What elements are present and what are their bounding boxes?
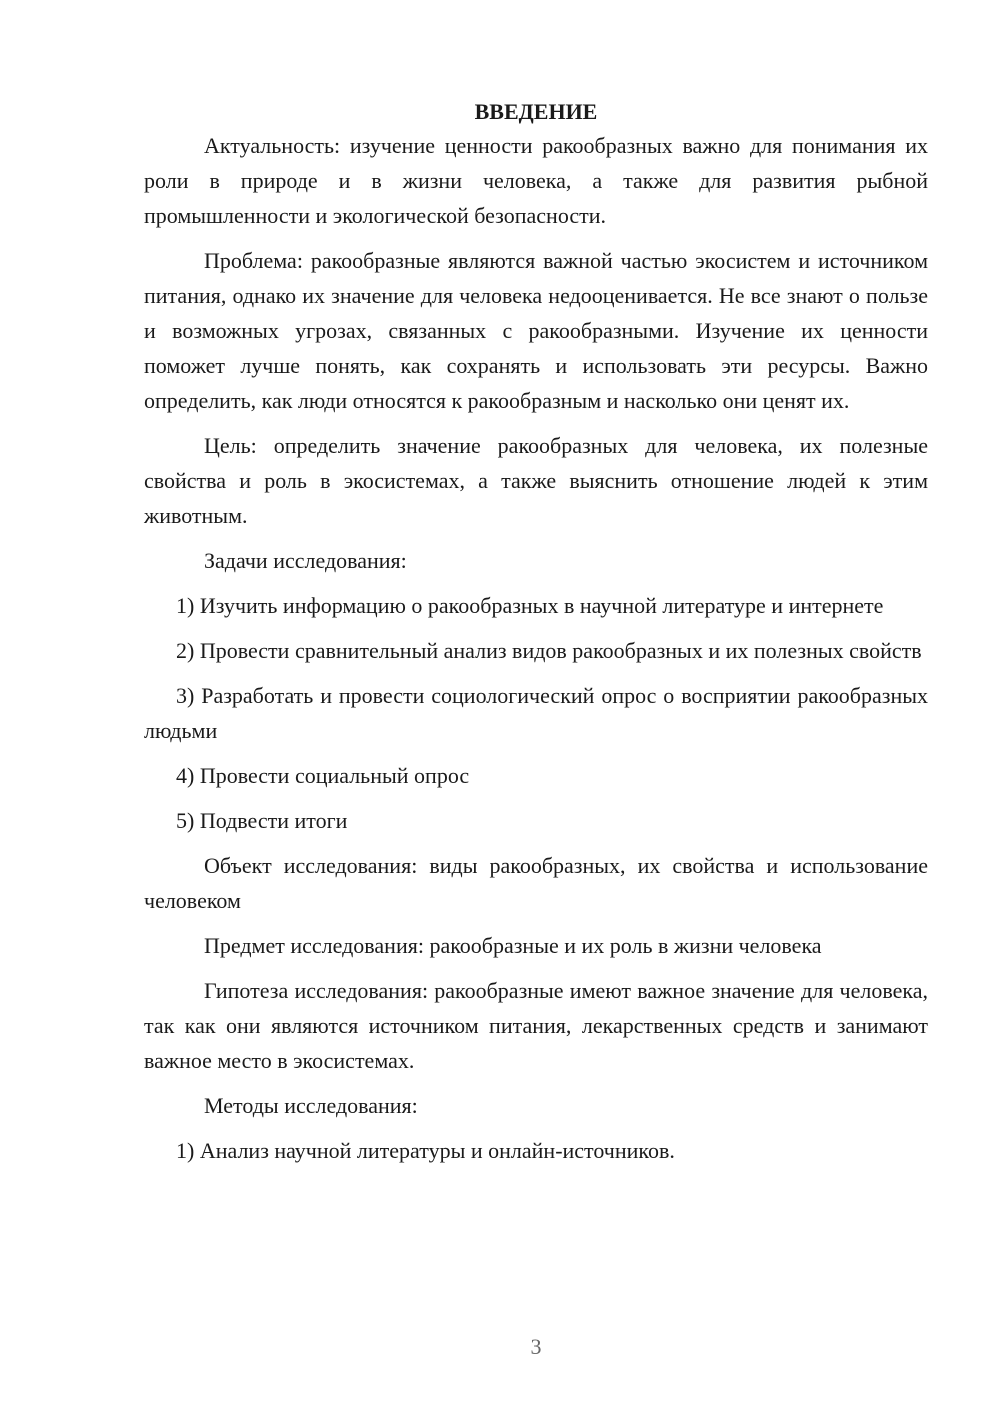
paragraph-tasks-heading: Задачи исследования:	[204, 548, 407, 573]
paragraph-goal: Цель: определить значение ракообразных для человека, их полезные свойства и роль в экосистемах, а также выяснить отношение людей к этим животным.	[144, 433, 928, 528]
page-number: 3	[530, 1334, 542, 1359]
section-title: ВВЕДЕНИЕ	[474, 99, 598, 124]
list-item-task-3: 3) Разработать и провести социологический опрос о восприятии ракообразных людьми	[144, 683, 928, 743]
list-item-task-2: 2) Провести сравнительный анализ видов ракообразных и их полезных свойств	[176, 638, 922, 663]
paragraph-object: Объект исследования: виды ракообразных, их свойства и использование человеком	[144, 853, 928, 913]
page-content	[144, 94, 928, 1178]
list-item-task-1: 1) Изучить информацию о ракообразных в научной литературе и интернете	[176, 593, 884, 618]
list-item-method-1: 1) Анализ научной литературы и онлайн-источников.	[176, 1138, 675, 1163]
list-item-task-5: 5) Подвести итоги	[176, 808, 348, 833]
paragraph-subject: Предмет исследования: ракообразные и их роль в жизни человека	[204, 933, 822, 958]
paragraph-hypothesis: Гипотеза исследования: ракообразные имеют важное значение для человека, так как они являются источником питания, лекарственных средств и занимают важное место в экосистемах.	[144, 978, 928, 1073]
paragraph-relevance: Актуальность: изучение ценности ракообразных важно для понимания их роли в природе и в жизни человека, а также для развития рыбной промышленности и экологической безопасности.	[144, 133, 928, 228]
paragraph-methods-heading: Методы исследования:	[204, 1093, 418, 1118]
paragraph-problem: Проблема: ракообразные являются важной частью экосистем и источником питания, однако их значение для человека недооценивается. Не все знают о пользе и возможных угрозах, связанных с ракообразными. Изучение их ценности поможет лучше понять, как сохранять и использовать эти ресурсы. Важно определить, как люди относятся к ракообразным и насколько они ценят их.	[144, 248, 928, 413]
list-item-task-4: 4) Провести социальный опрос	[176, 763, 470, 788]
